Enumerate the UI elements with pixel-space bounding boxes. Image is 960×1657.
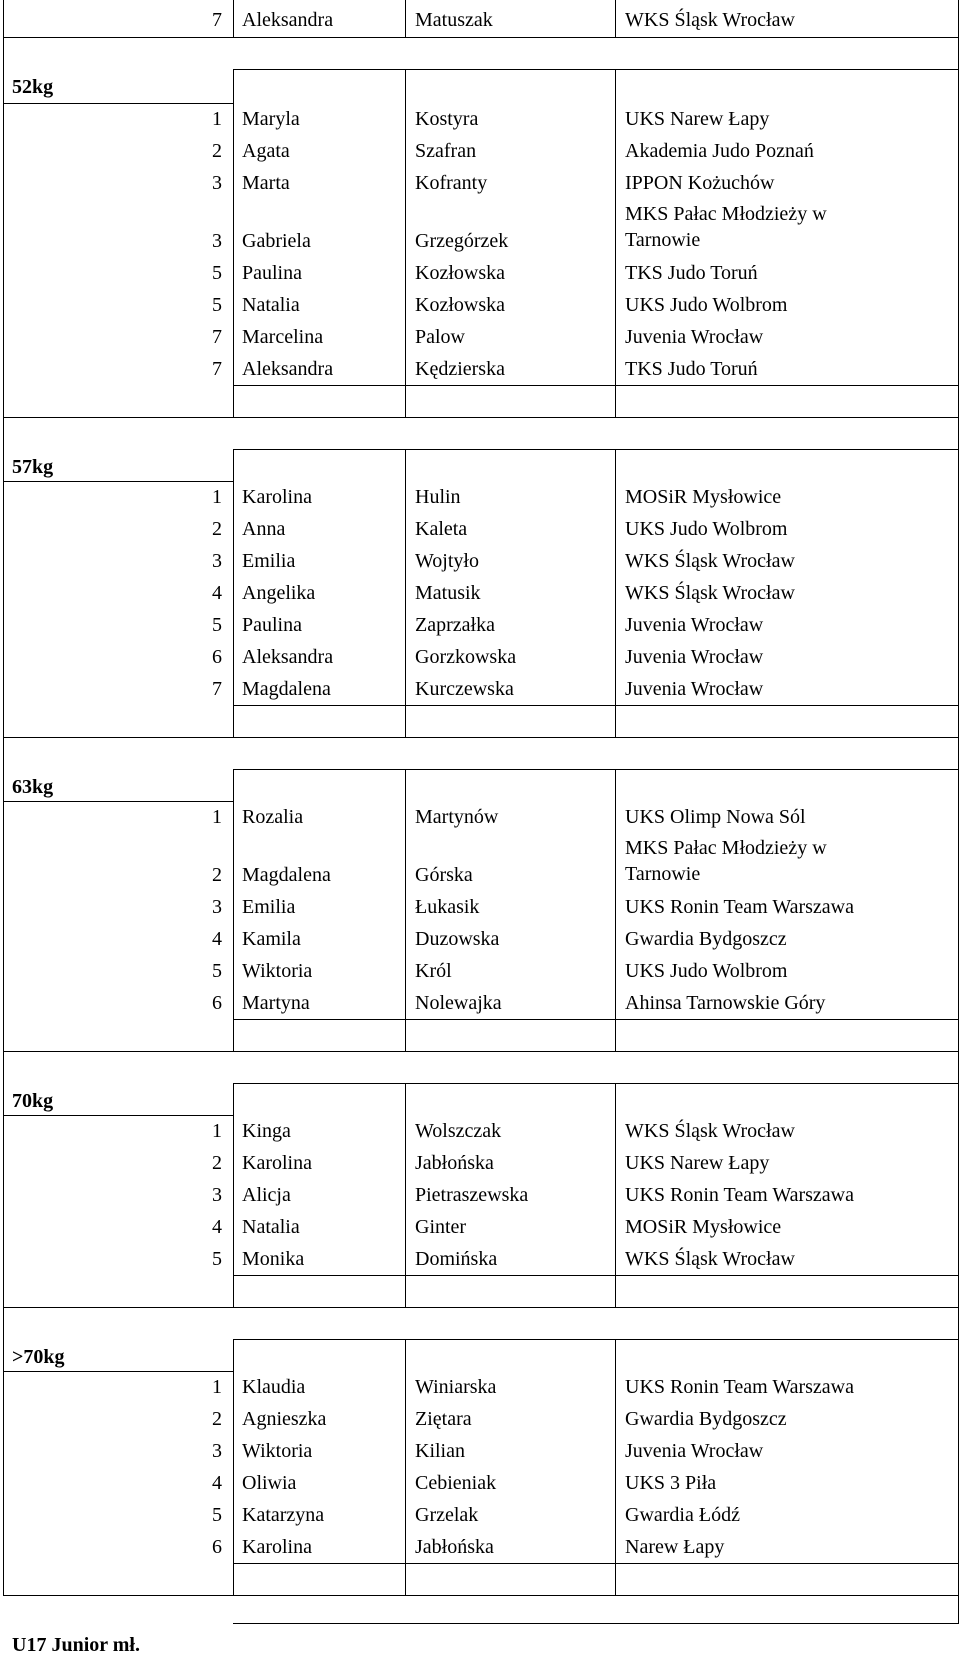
club-cell: TKS Judo Toruń xyxy=(625,262,758,284)
row-divider xyxy=(3,37,959,38)
place-cell: 1 xyxy=(212,108,222,130)
row-divider xyxy=(3,1051,959,1052)
place-cell: 6 xyxy=(212,992,222,1014)
place-cell: 3 xyxy=(212,550,222,572)
first-name-cell: Alicja xyxy=(242,1184,291,1206)
last-name-cell: Łukasik xyxy=(415,896,480,918)
column-divider xyxy=(615,1083,616,1307)
place-cell: 4 xyxy=(212,928,222,950)
club-cell: Gwardia Łódź xyxy=(625,1504,740,1526)
first-name-cell: Katarzyna xyxy=(242,1504,325,1526)
column-divider xyxy=(3,1115,4,1307)
first-name-cell: Magdalena xyxy=(242,678,331,700)
first-name-cell: Wiktoria xyxy=(242,1440,313,1462)
row-divider xyxy=(233,705,959,706)
place-cell: 2 xyxy=(212,518,222,540)
place-cell: 5 xyxy=(212,262,222,284)
club-cell: WKS Śląsk Wrocław xyxy=(625,1248,795,1270)
last-name-cell: Duzowska xyxy=(415,928,500,950)
row-divider xyxy=(3,1595,959,1596)
place-cell: 5 xyxy=(212,614,222,636)
club-cell: Juvenia Wrocław xyxy=(625,326,764,348)
club-cell: TKS Judo Toruń xyxy=(625,358,758,380)
last-name-cell: Szafran xyxy=(415,140,477,162)
last-name-cell: Martynów xyxy=(415,806,499,828)
row-divider xyxy=(233,1275,959,1276)
club-cell: UKS Narew Łapy xyxy=(625,1152,770,1174)
first-name-cell: Agnieszka xyxy=(242,1408,327,1430)
club-cell: WKS Śląsk Wrocław xyxy=(625,9,795,31)
first-name-cell: Oliwia xyxy=(242,1472,297,1494)
column-divider xyxy=(405,449,406,737)
place-cell: 5 xyxy=(212,960,222,982)
last-name-cell: Kozłowska xyxy=(415,294,505,316)
club-cell: Gwardia Bydgoszcz xyxy=(625,1408,787,1430)
last-name-cell: Kędzierska xyxy=(415,358,505,380)
place-cell: 1 xyxy=(212,486,222,508)
club-cell: UKS Narew Łapy xyxy=(625,108,770,130)
club-cell: IPPON Kożuchów xyxy=(625,172,775,194)
place-cell: 1 xyxy=(212,1120,222,1142)
last-name-cell: Kofranty xyxy=(415,172,488,194)
place-cell: 2 xyxy=(212,864,222,886)
place-cell: 2 xyxy=(212,1408,222,1430)
last-name-cell: Jabłońska xyxy=(415,1536,494,1558)
last-name-cell: Grzelak xyxy=(415,1504,479,1526)
place-cell: 1 xyxy=(212,806,222,828)
last-name-cell: Pietraszewska xyxy=(415,1184,529,1206)
first-name-cell: Emilia xyxy=(242,550,296,572)
club-cell: MOSiR Mysłowice xyxy=(625,486,782,508)
row-divider xyxy=(233,769,959,770)
row-divider xyxy=(233,1083,959,1084)
column-divider xyxy=(958,481,959,737)
club-cell: WKS Śląsk Wrocław xyxy=(625,582,795,604)
club-cell: MOSiR Mysłowice xyxy=(625,1216,782,1238)
column-divider xyxy=(958,103,959,417)
place-cell: 3 xyxy=(212,172,222,194)
first-name-cell: Gabriela xyxy=(242,230,311,252)
first-name-cell: Paulina xyxy=(242,614,302,636)
column-divider xyxy=(233,449,234,737)
place-cell: 5 xyxy=(212,294,222,316)
place-cell: 3 xyxy=(212,1184,222,1206)
first-name-cell: Maryla xyxy=(242,108,300,130)
first-name-cell: Karolina xyxy=(242,486,312,508)
column-divider xyxy=(3,417,4,482)
column-divider xyxy=(233,1083,234,1307)
row-divider xyxy=(3,1115,234,1116)
club-cell: UKS Ronin Team Warszawa xyxy=(625,1184,854,1206)
club-cell: Akademia Judo Poznań xyxy=(625,140,814,162)
column-divider xyxy=(615,0,616,37)
club-cell: MKS Pałac Młodzieży w Tarnowie xyxy=(625,837,827,885)
last-name-cell: Grzegórzek xyxy=(415,230,509,252)
place-cell: 2 xyxy=(212,1152,222,1174)
place-cell: 4 xyxy=(212,582,222,604)
weight-category-label: 52kg xyxy=(12,76,54,98)
column-divider xyxy=(405,69,406,417)
row-divider xyxy=(3,103,234,104)
column-divider xyxy=(958,37,959,104)
club-cell: UKS Ronin Team Warszawa xyxy=(625,896,854,918)
last-name-cell: Ziętara xyxy=(415,1408,472,1430)
place-cell: 4 xyxy=(212,1472,222,1494)
club-cell: WKS Śląsk Wrocław xyxy=(625,550,795,572)
first-name-cell: Karolina xyxy=(242,1152,312,1174)
club-cell: Juvenia Wrocław xyxy=(625,1440,764,1462)
first-name-cell: Aleksandra xyxy=(242,358,334,380)
column-divider xyxy=(958,0,959,37)
last-name-cell: Winiarska xyxy=(415,1376,497,1398)
last-name-cell: Gorzkowska xyxy=(415,646,517,668)
first-name-cell: Magdalena xyxy=(242,864,331,886)
club-cell: UKS 3 Piła xyxy=(625,1472,717,1494)
last-name-cell: Kaleta xyxy=(415,518,468,540)
first-name-cell: Marcelina xyxy=(242,326,324,348)
column-divider xyxy=(958,801,959,1051)
last-name-cell: Hulin xyxy=(415,486,461,508)
first-name-cell: Natalia xyxy=(242,1216,300,1238)
row-divider xyxy=(3,481,234,482)
club-cell: Narew Łapy xyxy=(625,1536,725,1558)
club-cell: Juvenia Wrocław xyxy=(625,614,764,636)
last-name-cell: Król xyxy=(415,960,452,982)
column-divider xyxy=(958,1371,959,1595)
first-name-cell: Karolina xyxy=(242,1536,312,1558)
first-name-cell: Agata xyxy=(242,140,290,162)
row-divider xyxy=(233,1339,959,1340)
place-cell: 2 xyxy=(212,140,222,162)
column-divider xyxy=(233,1339,234,1595)
last-name-cell: Cebieniak xyxy=(415,1472,497,1494)
column-divider xyxy=(405,1339,406,1595)
column-divider xyxy=(3,0,4,37)
column-divider xyxy=(3,801,4,1051)
last-name-cell: Nolewajka xyxy=(415,992,502,1014)
weight-category-label: >70kg xyxy=(12,1346,65,1368)
column-divider xyxy=(615,69,616,417)
club-cell: UKS Ronin Team Warszawa xyxy=(625,1376,854,1398)
last-name-cell: Matuszak xyxy=(415,9,493,31)
last-name-cell: Ginter xyxy=(415,1216,467,1238)
column-divider xyxy=(233,769,234,1051)
first-name-cell: Aleksandra xyxy=(242,9,334,31)
column-divider xyxy=(3,103,4,417)
club-cell: WKS Śląsk Wrocław xyxy=(625,1120,795,1142)
place-cell: 1 xyxy=(212,1376,222,1398)
place-cell: 7 xyxy=(212,678,222,700)
column-divider xyxy=(3,1051,4,1116)
last-name-cell: Jabłońska xyxy=(415,1152,494,1174)
first-name-cell: Marta xyxy=(242,172,290,194)
club-cell: Juvenia Wrocław xyxy=(625,678,764,700)
weight-category-label: 70kg xyxy=(12,1090,54,1112)
place-cell: 5 xyxy=(212,1248,222,1270)
first-name-cell: Aleksandra xyxy=(242,646,334,668)
first-name-cell: Martyna xyxy=(242,992,310,1014)
place-cell: 7 xyxy=(212,358,222,380)
last-name-cell: Wolszczak xyxy=(415,1120,502,1142)
club-cell: UKS Judo Wolbrom xyxy=(625,960,788,982)
column-divider xyxy=(233,69,234,417)
first-name-cell: Klaudia xyxy=(242,1376,306,1398)
weight-category-label: 63kg xyxy=(12,776,54,798)
club-cell: UKS Judo Wolbrom xyxy=(625,294,788,316)
club-cell: MKS Pałac Młodzieży w Tarnowie xyxy=(625,203,827,251)
column-divider xyxy=(3,481,4,737)
place-cell: 7 xyxy=(212,9,222,31)
weight-category-label: 57kg xyxy=(12,456,54,478)
row-divider xyxy=(233,385,959,386)
last-name-cell: Wojtyło xyxy=(415,550,479,572)
place-cell: 3 xyxy=(212,1440,222,1462)
club-cell: UKS Judo Wolbrom xyxy=(625,518,788,540)
first-name-cell: Natalia xyxy=(242,294,300,316)
place-cell: 4 xyxy=(212,1216,222,1238)
first-name-cell: Kinga xyxy=(242,1120,291,1142)
last-name-cell: Górska xyxy=(415,864,473,886)
row-divider xyxy=(3,801,234,802)
place-cell: 6 xyxy=(212,646,222,668)
row-divider xyxy=(3,417,959,418)
column-divider xyxy=(958,1595,959,1623)
last-name-cell: Kozłowska xyxy=(415,262,505,284)
last-name-cell: Zaprzałka xyxy=(415,614,495,636)
last-name-cell: Domińska xyxy=(415,1248,498,1270)
column-divider xyxy=(3,1307,4,1372)
row-divider xyxy=(233,69,959,70)
row-divider xyxy=(233,1563,959,1564)
first-name-cell: Rozalia xyxy=(242,806,304,828)
last-name-cell: Matusik xyxy=(415,582,481,604)
row-divider xyxy=(3,1371,234,1372)
club-cell: Ahinsa Tarnowskie Góry xyxy=(625,992,826,1014)
column-divider xyxy=(615,1339,616,1595)
row-divider xyxy=(3,1307,959,1308)
column-divider xyxy=(405,1083,406,1307)
place-cell: 3 xyxy=(212,896,222,918)
first-name-cell: Emilia xyxy=(242,896,296,918)
place-cell: 5 xyxy=(212,1504,222,1526)
column-divider xyxy=(958,1115,959,1307)
place-cell: 3 xyxy=(212,230,222,252)
last-name-cell: Kilian xyxy=(415,1440,465,1462)
row-divider xyxy=(233,1623,959,1624)
first-name-cell: Anna xyxy=(242,518,286,540)
last-name-cell: Palow xyxy=(415,326,465,348)
first-name-cell: Kamila xyxy=(242,928,301,950)
column-divider xyxy=(405,769,406,1051)
column-divider xyxy=(3,737,4,802)
place-cell: 6 xyxy=(212,1536,222,1558)
club-cell: UKS Olimp Nowa Sól xyxy=(625,806,806,828)
first-name-cell: Angelika xyxy=(242,582,316,604)
row-divider xyxy=(233,449,959,450)
club-cell: Gwardia Bydgoszcz xyxy=(625,928,787,950)
row-divider xyxy=(233,1019,959,1020)
club-cell: Juvenia Wrocław xyxy=(625,646,764,668)
column-divider xyxy=(3,1371,4,1595)
column-divider xyxy=(615,449,616,737)
row-divider xyxy=(3,737,959,738)
last-name-cell: Kurczewska xyxy=(415,678,514,700)
column-divider xyxy=(3,37,4,104)
first-name-cell: Monika xyxy=(242,1248,305,1270)
column-divider xyxy=(615,769,616,1051)
column-divider xyxy=(405,0,406,37)
column-divider xyxy=(233,0,234,37)
first-name-cell: Wiktoria xyxy=(242,960,313,982)
last-name-cell: Kostyra xyxy=(415,108,479,130)
place-cell: 7 xyxy=(212,326,222,348)
first-name-cell: Paulina xyxy=(242,262,302,284)
footer-category-label: U17 Junior mł. xyxy=(12,1634,140,1656)
